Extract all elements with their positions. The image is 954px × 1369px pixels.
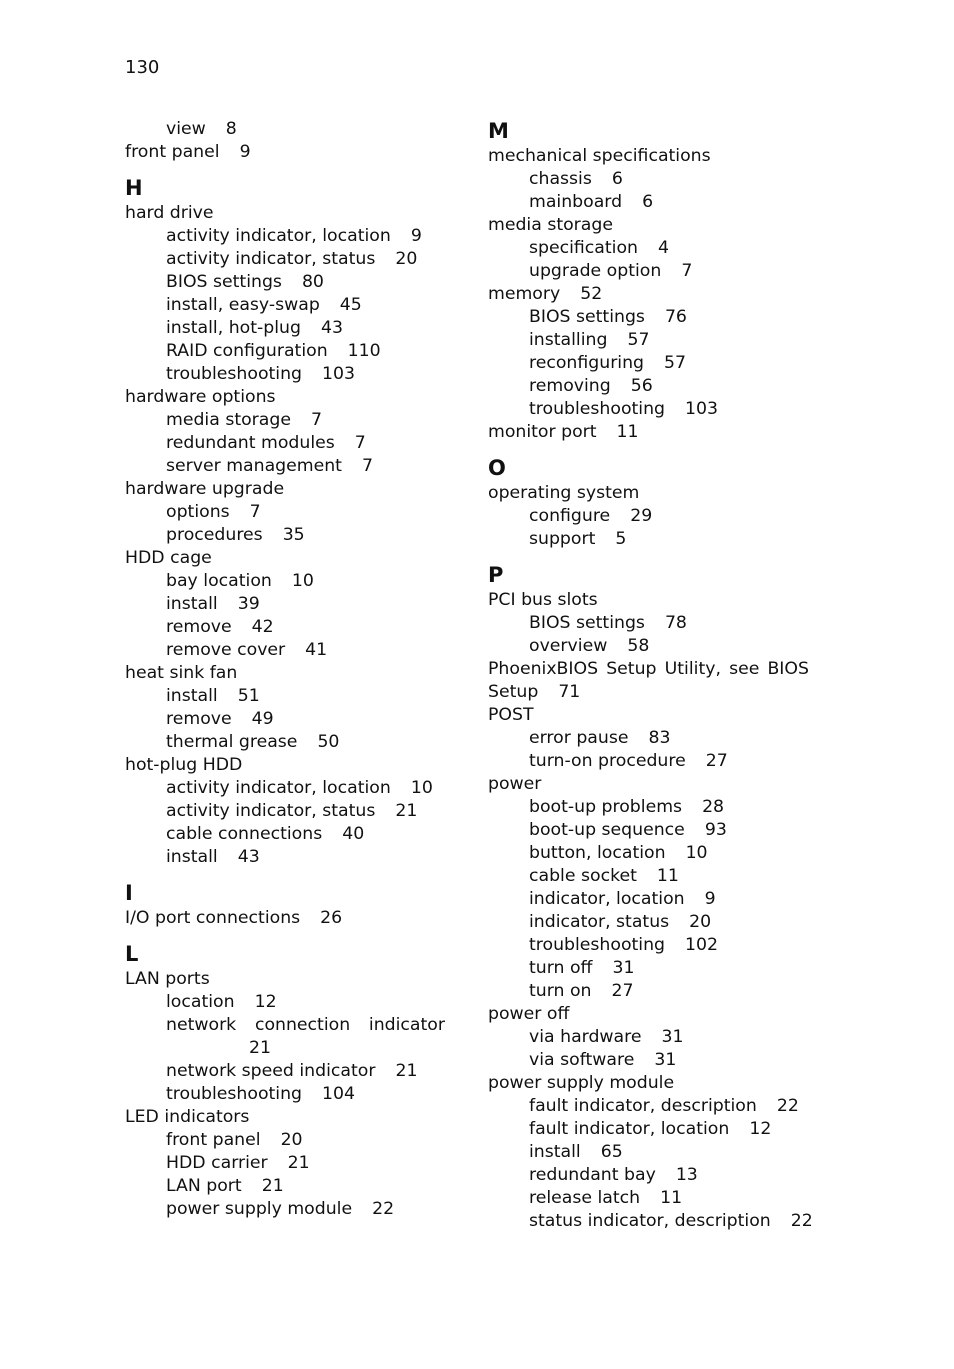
index-subentry [488, 1187, 818, 1210]
index-term: bay location [166, 571, 272, 591]
justified-words [488, 658, 809, 681]
index-term: button, location [529, 843, 666, 863]
index-term: remove [166, 709, 232, 729]
index-term: activity indicator, location [166, 226, 391, 246]
index-term: hard drive [125, 203, 214, 223]
index-entry [125, 547, 455, 570]
index-subentry [488, 1210, 818, 1233]
index-page-ref: 31 [654, 1050, 677, 1070]
index-column-right [488, 118, 818, 1233]
section-letter-heading: I [125, 881, 133, 905]
index-page-ref: 31 [661, 1027, 684, 1047]
index-page-ref: 110 [347, 341, 381, 361]
index-page-ref: 22 [790, 1211, 813, 1231]
index-subentry [488, 750, 818, 773]
index-subentry [488, 1049, 818, 1072]
index-term: fault indicator, description [529, 1096, 757, 1116]
index-page-ref: 10 [685, 843, 708, 863]
index-page-ref: 9 [704, 889, 716, 909]
index-term: troubleshooting [166, 1084, 303, 1104]
index-term: boot-up sequence [529, 820, 685, 840]
index-page-ref: 13 [675, 1165, 698, 1185]
index-entry-wrapped [125, 1014, 455, 1037]
index-page-ref: 104 [322, 1084, 356, 1104]
index-page-ref: 7 [310, 410, 322, 430]
index-term: indicator, status [529, 912, 670, 932]
index-subentry [488, 168, 818, 191]
index-entry [488, 214, 818, 237]
index-term: I/O port connections [125, 908, 301, 928]
index-subentry [488, 375, 818, 398]
index-subentry [125, 570, 455, 593]
index-term: network speed indicator [166, 1061, 376, 1081]
index-entry [488, 773, 818, 796]
index-page-ref: 10 [291, 571, 314, 591]
index-subentry [488, 306, 818, 329]
index-subentry [488, 352, 818, 375]
index-term: turn on [529, 981, 592, 1001]
index-entry [488, 1072, 818, 1095]
index-subentry [488, 237, 818, 260]
index-page-ref: 78 [664, 613, 687, 633]
index-subentry [125, 991, 455, 1014]
index-subentry [125, 1083, 455, 1106]
index-page-ref: 50 [317, 732, 340, 752]
index-term: front panel [125, 142, 220, 162]
index-subentry [488, 888, 818, 911]
index-word: Setup [606, 659, 657, 679]
index-subentry [125, 616, 455, 639]
section-spacer [125, 164, 455, 175]
index-page-ref: 83 [648, 728, 671, 748]
index-entry [488, 1003, 818, 1026]
section-spacer [488, 551, 818, 562]
index-subentry [125, 777, 455, 800]
index-page-ref: 56 [630, 376, 653, 396]
index-page-ref: 29 [630, 506, 653, 526]
index-subentry [125, 685, 455, 708]
index-subentry [488, 819, 818, 842]
index-page-ref: 93 [704, 820, 727, 840]
index-page-ref: 35 [282, 525, 305, 545]
index-subentry [125, 1060, 455, 1083]
index-page-ref: 103 [322, 364, 356, 384]
index-term: HDD carrier [166, 1153, 268, 1173]
index-term: PCI bus slots [488, 590, 598, 610]
index-page-ref: 7 [354, 433, 366, 453]
index-subentry [488, 635, 818, 658]
index-subentry [125, 455, 455, 478]
index-term: LED indicators [125, 1107, 250, 1127]
index-term: cable socket [529, 866, 637, 886]
index-term: media storage [166, 410, 291, 430]
index-term: mechanical specifications [488, 146, 711, 166]
index-term: installing [529, 330, 608, 350]
index-word: BIOS [767, 659, 809, 679]
index-term: turn off [529, 958, 593, 978]
index-page-ref: 22 [776, 1096, 799, 1116]
index-subentry [488, 865, 818, 888]
index-word: PhoenixBIOS [488, 659, 599, 679]
index-entry [125, 141, 455, 164]
index-page-ref: 27 [705, 751, 728, 771]
index-term: Setup [488, 682, 539, 702]
index-term: monitor port [488, 422, 597, 442]
index-term: options [166, 502, 230, 522]
index-term: specification [529, 238, 638, 258]
index-page-ref: 21 [249, 1038, 271, 1058]
index-page-ref: 102 [685, 935, 719, 955]
index-page-ref: 57 [664, 353, 687, 373]
index-entry [125, 386, 455, 409]
index-page-ref: 12 [254, 992, 277, 1012]
index-entry [488, 589, 818, 612]
index-subentry [125, 823, 455, 846]
index-term: hardware options [125, 387, 276, 407]
section-spacer [125, 869, 455, 880]
index-page-ref: 7 [249, 502, 261, 522]
index-subentry [125, 846, 455, 869]
section-spacer [488, 444, 818, 455]
index-subentry [125, 1152, 455, 1175]
index-subentry [125, 432, 455, 455]
index-subentry [125, 593, 455, 616]
index-term: server management [166, 456, 342, 476]
index-page-ref: 57 [627, 330, 650, 350]
index-subentry [125, 118, 455, 141]
index-page-ref: 58 [627, 636, 650, 656]
index-term: fault indicator, location [529, 1119, 730, 1139]
index-page-ref: 21 [261, 1176, 284, 1196]
section-letter-heading: H [125, 176, 143, 200]
index-page-ref: 5 [615, 529, 627, 549]
justified-words [166, 1014, 445, 1037]
section-letter-heading: M [488, 119, 509, 143]
index-subentry [488, 957, 818, 980]
index-term: indicator, location [529, 889, 685, 909]
index-entry [488, 283, 818, 306]
index-subentry [125, 524, 455, 547]
index-page-ref: 31 [612, 958, 635, 978]
index-term: BIOS settings [529, 307, 645, 327]
index-subentry [125, 1129, 455, 1152]
index-term: install [166, 847, 218, 867]
index-page-ref: 11 [616, 422, 639, 442]
index-page-ref: 43 [237, 847, 260, 867]
section-letter-heading: P [488, 563, 504, 587]
index-word: Utility, [664, 659, 721, 679]
index-term: memory [488, 284, 561, 304]
index-subentry [125, 1175, 455, 1198]
index-entry [125, 907, 455, 930]
index-page-ref: 4 [658, 238, 669, 258]
index-term: troubleshooting [529, 935, 666, 955]
index-page-ref: 103 [685, 399, 719, 419]
index-term: reconfiguring [529, 353, 645, 373]
index-subentry [488, 796, 818, 819]
index-page-ref: 7 [361, 456, 373, 476]
index-page-ref: 10 [410, 778, 433, 798]
index-subentry [488, 727, 818, 750]
index-page-ref: 8 [225, 119, 237, 139]
index-subentry [125, 340, 455, 363]
index-term: HDD cage [125, 548, 212, 568]
index-subentry [488, 980, 818, 1003]
index-term: thermal grease [166, 732, 298, 752]
index-term: boot-up problems [529, 797, 683, 817]
index-page-ref: 42 [251, 617, 274, 637]
index-term: hot-plug HDD [125, 755, 243, 775]
index-term: location [166, 992, 235, 1012]
index-term: install, hot-plug [166, 318, 301, 338]
index-term: media storage [488, 215, 613, 235]
index-page-ref: 21 [395, 1061, 418, 1081]
index-subentry [488, 1118, 818, 1141]
index-subentry [125, 248, 455, 271]
index-entry [125, 478, 455, 501]
index-page-ref: 22 [372, 1199, 395, 1219]
index-page-ref: 40 [342, 824, 365, 844]
index-subentry [125, 271, 455, 294]
index-page-ref: 7 [681, 261, 693, 281]
index-subentry [125, 363, 455, 386]
index-subentry [125, 708, 455, 731]
index-term: status indicator, description [529, 1211, 771, 1231]
index-term: POST [488, 705, 534, 725]
index-word: connection [254, 1015, 351, 1035]
index-term: hardware upgrade [125, 479, 285, 499]
section-letter-heading: L [125, 942, 139, 966]
index-term: activity indicator, status [166, 801, 376, 821]
index-term: turn-on procedure [529, 751, 686, 771]
index-page-ref: 28 [702, 797, 725, 817]
index-page-ref: 6 [642, 192, 654, 212]
index-page-ref: 52 [580, 284, 603, 304]
index-term: removing [529, 376, 611, 396]
index-entry [488, 681, 818, 704]
index-term: configure [529, 506, 611, 526]
index-subentry [488, 1026, 818, 1049]
index-page-ref: 49 [251, 709, 274, 729]
index-subentry [488, 1095, 818, 1118]
index-page-ref: 43 [320, 318, 343, 338]
index-term: power off [488, 1004, 570, 1024]
index-subentry [488, 934, 818, 957]
index-term: via hardware [529, 1027, 642, 1047]
index-entry [488, 704, 818, 727]
index-subentry [125, 225, 455, 248]
index-subentry [125, 800, 455, 823]
index-page-ref: 21 [287, 1153, 310, 1173]
index-page-ref: 51 [237, 686, 260, 706]
index-subentry [488, 329, 818, 352]
index-page-ref: 20 [395, 249, 418, 269]
index-subentry [488, 260, 818, 283]
index-entry [125, 1106, 455, 1129]
index-term: chassis [529, 169, 592, 189]
index-term: power supply module [166, 1199, 353, 1219]
index-term: activity indicator, status [166, 249, 376, 269]
index-subentry [125, 731, 455, 754]
index-page-ref: 9 [239, 142, 251, 162]
index-term: RAID configuration [166, 341, 328, 361]
index-entry [488, 482, 818, 505]
index-page-ref: 27 [611, 981, 634, 1001]
index-term: front panel [166, 1130, 261, 1150]
index-term: BIOS settings [529, 613, 645, 633]
index-page-ref: 20 [280, 1130, 303, 1150]
index-term: redundant bay [529, 1165, 656, 1185]
index-term: BIOS settings [166, 272, 282, 292]
index-page-ref: 20 [689, 912, 712, 932]
index-subentry [488, 505, 818, 528]
index-subentry [488, 911, 818, 934]
index-page-ref: 26 [320, 908, 343, 928]
index-page-ref: 45 [339, 295, 362, 315]
index-term: troubleshooting [529, 399, 666, 419]
index-subentry [125, 501, 455, 524]
index-word: see [729, 659, 760, 679]
index-term: LAN port [166, 1176, 242, 1196]
page-number: 130 [125, 57, 160, 78]
index-subentry [488, 528, 818, 551]
index-subentry [125, 317, 455, 340]
index-page-ref: 41 [305, 640, 328, 660]
index-term: release latch [529, 1188, 641, 1208]
index-subentry [488, 1141, 818, 1164]
index-column-left [125, 118, 455, 1221]
index-page-ref: 11 [656, 866, 679, 886]
index-entry-wrapped [488, 658, 818, 681]
index-term: install [166, 686, 218, 706]
index-subentry [125, 294, 455, 317]
index-subentry [488, 612, 818, 635]
index-entry [125, 968, 455, 991]
index-term: heat sink fan [125, 663, 238, 683]
index-page-ref: 9 [410, 226, 422, 246]
index-subentry [488, 1164, 818, 1187]
index-page-ref: 65 [600, 1142, 623, 1162]
index-word: indicator [368, 1015, 445, 1035]
index-entry [488, 145, 818, 168]
index-page-ref: 6 [611, 169, 623, 189]
index-term: troubleshooting [166, 364, 303, 384]
index-term: cable connections [166, 824, 323, 844]
index-term: LAN ports [125, 969, 210, 989]
index-term: mainboard [529, 192, 623, 212]
index-continuation [125, 1037, 455, 1060]
index-term: install, easy-swap [166, 295, 320, 315]
index-page-ref: 71 [558, 682, 581, 702]
index-page-ref: 80 [301, 272, 324, 292]
index-term: remove [166, 617, 232, 637]
index-term: view [166, 119, 206, 139]
index-term: operating system [488, 483, 640, 503]
index-subentry [125, 409, 455, 432]
index-term: overview [529, 636, 608, 656]
index-term: support [529, 529, 596, 549]
index-term: upgrade option [529, 261, 662, 281]
index-term: procedures [166, 525, 263, 545]
index-entry [488, 421, 818, 444]
index-term: install [529, 1142, 581, 1162]
index-term: activity indicator, location [166, 778, 391, 798]
index-term: power supply module [488, 1073, 675, 1093]
index-term: error pause [529, 728, 629, 748]
index-word: network [166, 1015, 237, 1035]
index-page-ref: 12 [749, 1119, 772, 1139]
index-entry [125, 202, 455, 225]
section-spacer [125, 930, 455, 941]
index-subentry [125, 639, 455, 662]
index-subentry [488, 191, 818, 214]
index-subentry [488, 842, 818, 865]
index-entry [125, 662, 455, 685]
index-term: remove cover [166, 640, 286, 660]
index-term: power [488, 774, 542, 794]
index-subentry [488, 398, 818, 421]
index-page-ref: 76 [664, 307, 687, 327]
index-subentry [125, 1198, 455, 1221]
section-letter-heading: O [488, 456, 506, 480]
index-page-ref: 21 [395, 801, 418, 821]
index-page-ref: 11 [660, 1188, 683, 1208]
index-term: install [166, 594, 218, 614]
index-entry [125, 754, 455, 777]
index-term: via software [529, 1050, 635, 1070]
index-page-ref: 39 [237, 594, 260, 614]
index-term: redundant modules [166, 433, 335, 453]
